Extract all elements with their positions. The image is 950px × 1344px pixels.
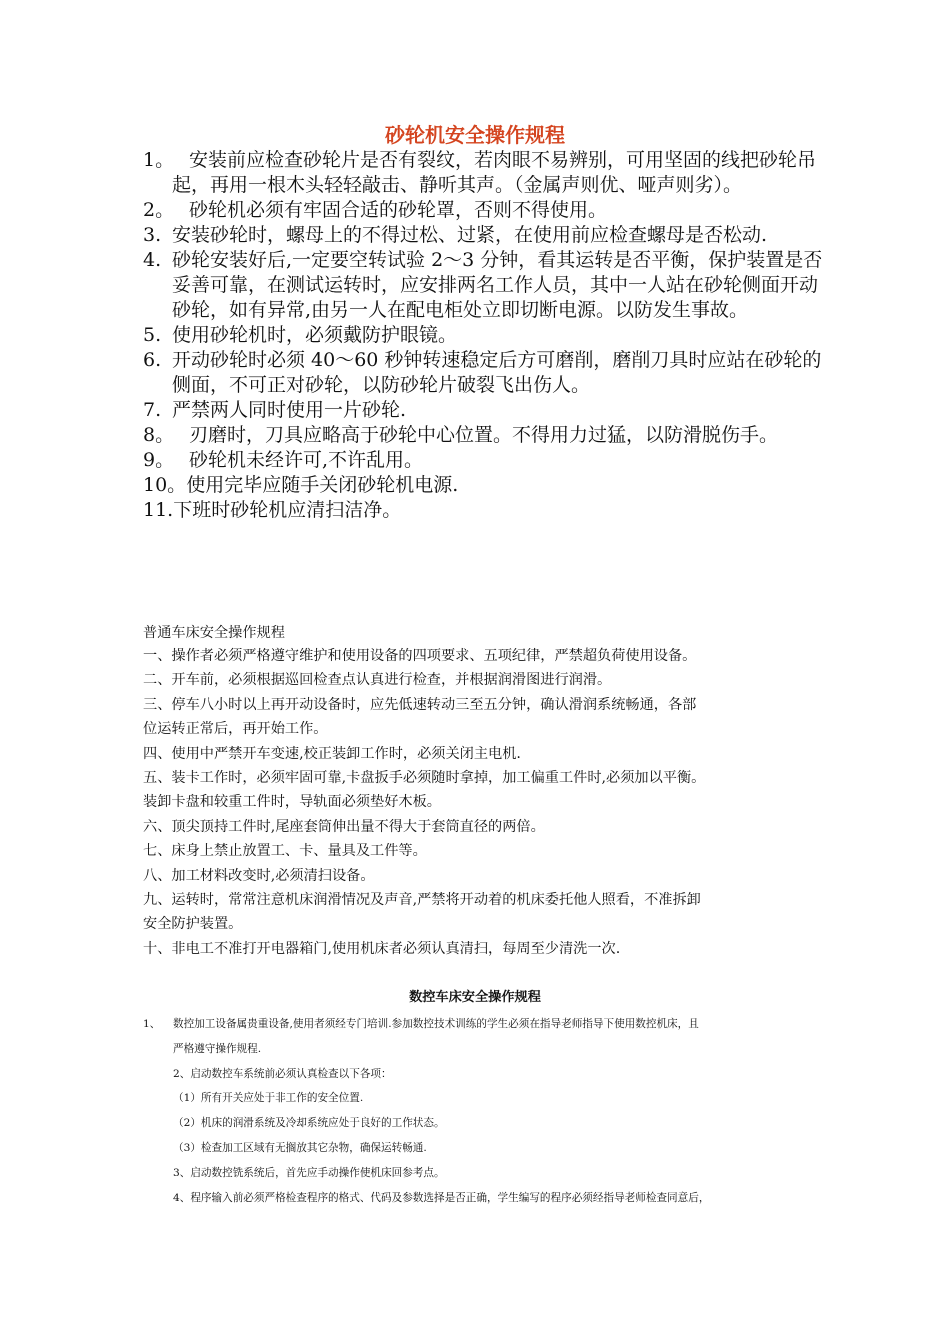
rule-number: 6.	[143, 349, 162, 371]
rule-number: 1。	[143, 149, 175, 171]
lathe-rule-line: 九、运转时，常常注意机床润滑情况及声音,严禁将开动着的机床委托他人照看，不准拆卸	[143, 891, 701, 908]
rule-item	[143, 248, 823, 323]
lathe-rule-line: 位运转正常后，再开始工作。	[143, 721, 328, 738]
cnc-rule-line: （3）检查加工区域有无搁放其它杂物，确保运转畅通.	[173, 1141, 427, 1154]
cnc-rule-line: 严格遵守操作规程.	[173, 1042, 262, 1055]
rule-text: 刃磨时，刀具应略高于砂轮中心位置。不得用力过猛，以防滑脱伤手。	[189, 424, 779, 446]
rule-text: 使用完毕应随手关闭砂轮机电源.	[186, 474, 459, 496]
rule-item	[143, 398, 823, 423]
grinder-rules-list	[143, 148, 823, 523]
rule-text: 使用砂轮机时，必须戴防护眼镜。	[172, 324, 458, 346]
rule-number: 8。	[143, 424, 175, 446]
rule-number: 7.	[143, 399, 162, 421]
grinder-safety-title: 砂轮机安全操作规程	[385, 123, 565, 147]
rule-item	[143, 223, 823, 248]
lathe-rule-line: 装卸卡盘和较重工件时，导轨面必须垫好木板。	[143, 794, 441, 811]
rule-item	[143, 423, 823, 448]
lathe-rule-line: 七、床身上禁止放置工、卡、量具及工件等。	[143, 843, 427, 860]
cnc-rule-line: （2）机床的润滑系统及冷却系统应处于良好的工作状态。	[173, 1117, 445, 1130]
rule-item	[143, 498, 823, 523]
rule-item	[143, 348, 823, 398]
rule-number: 3.	[143, 224, 162, 246]
rule-number: 10。	[143, 474, 187, 496]
rule-text: 安装前应检查砂轮片是否有裂纹，若肉眼不易辨别，可用坚固的线把砂轮吊起，再用一根木头轻轻敲击、静听其声。（金属声则优、哑声则劣）。	[172, 149, 817, 196]
rule-text: 严禁两人同时使用一片砂轮.	[172, 399, 407, 421]
cnc-lathe-safety-title: 数控车床安全操作规程	[409, 990, 541, 1005]
cnc-rule-number: 1、	[143, 1018, 161, 1030]
rule-item	[143, 198, 823, 223]
rule-item	[143, 148, 823, 198]
rule-text: 砂轮安装好后,一定要空转试验 2～3 分钟，看其运转是否平衡，保护装置是否妥善可靠，在测试运转时，应安排两名工作人员，其中一人站在砂轮侧面开动砂轮，如有异常,由另一人在配电柜处立即切断电源。以防发生事故。	[172, 249, 823, 321]
lathe-rule-line: 二、开车前，必须根据巡回检查点认真进行检查，并根据润滑图进行润滑。	[143, 672, 612, 689]
lathe-rule-line: 一、操作者必须严格遵守维护和使用设备的四项要求、五项纪律，严禁超负荷使用设备。	[143, 648, 697, 664]
cnc-rule-line: 2、启动数控车系统前必须认真检查以下各项：	[173, 1067, 392, 1080]
rule-text: 砂轮机必须有牢固合适的砂轮罩，否则不得使用。	[189, 199, 608, 221]
rule-text: 下班时砂轮机应清扫洁净。	[173, 499, 402, 521]
rule-text: 砂轮机未经许可,不许乱用。	[189, 449, 424, 471]
cnc-rule-line	[143, 1012, 823, 1037]
lathe-rule-line: 十、非电工不准打开电器箱门,使用机床者必须认真清扫，每周至少清洗一次.	[143, 940, 621, 957]
lathe-rule-line: 四、使用中严禁开车变速,校正装卸工作时，必须关闭主电机.	[143, 745, 521, 762]
lathe-rule-line: 八、加工材料改变时,必须清扫设备。	[143, 867, 375, 884]
cnc-rule-line: 4、程序输入前必须严格检查程序的格式、代码及参数选择是否正确，学生编写的程序必须经指导老师检查同意后，	[173, 1191, 710, 1204]
rule-item	[143, 473, 823, 498]
rule-number: 2。	[143, 199, 175, 221]
lathe-rule-line: 三、停车八小时以上再开动设备时，应先低速转动三至五分钟，确认滑润系统畅通，各部	[143, 696, 697, 713]
rule-text: 开动砂轮时必须 40～60 秒钟转速稳定后方可磨削，磨削刀具时应站在砂轮的侧面，不可正对砂轮，以防砂轮片破裂飞出伤人。	[172, 349, 822, 396]
cnc-rule-line: 3、启动数控铣系统后，首先应手动操作使机床回参考点。	[173, 1166, 445, 1179]
lathe-safety-title: 普通车床安全操作规程	[143, 625, 285, 641]
lathe-rules	[143, 622, 823, 961]
lathe-rule-line: 六、顶尖顶持工件时,尾座套筒伸出量不得大于套筒直径的两倍。	[143, 818, 545, 835]
rule-number: 9。	[143, 449, 175, 471]
cnc-rule-text: 数控加工设备属贵重设备,使用者须经专门培训.参加数控技术训练的学生必须在指导老师指导下使用数控机床，且	[173, 1018, 699, 1030]
lathe-rule-line: 安全防护装置。	[143, 916, 243, 933]
rule-text: 安装砂轮时，螺母上的不得过松、过紧，在使用前应检查螺母是否松动.	[172, 224, 768, 246]
rule-number: 4.	[143, 249, 162, 271]
rule-number: 5.	[143, 324, 162, 346]
cnc-rule-line: （1）所有开关应处于非工作的安全位置.	[173, 1092, 364, 1105]
rule-number: 11.	[143, 499, 174, 521]
rule-item	[143, 323, 823, 348]
cnc-rules	[143, 1012, 823, 1210]
lathe-rule-line: 五、装卡工作时，必须牢固可靠,卡盘扳手必须随时拿掉，加工偏重工件时,必须加以平衡。	[143, 769, 706, 786]
rule-item	[143, 448, 823, 473]
